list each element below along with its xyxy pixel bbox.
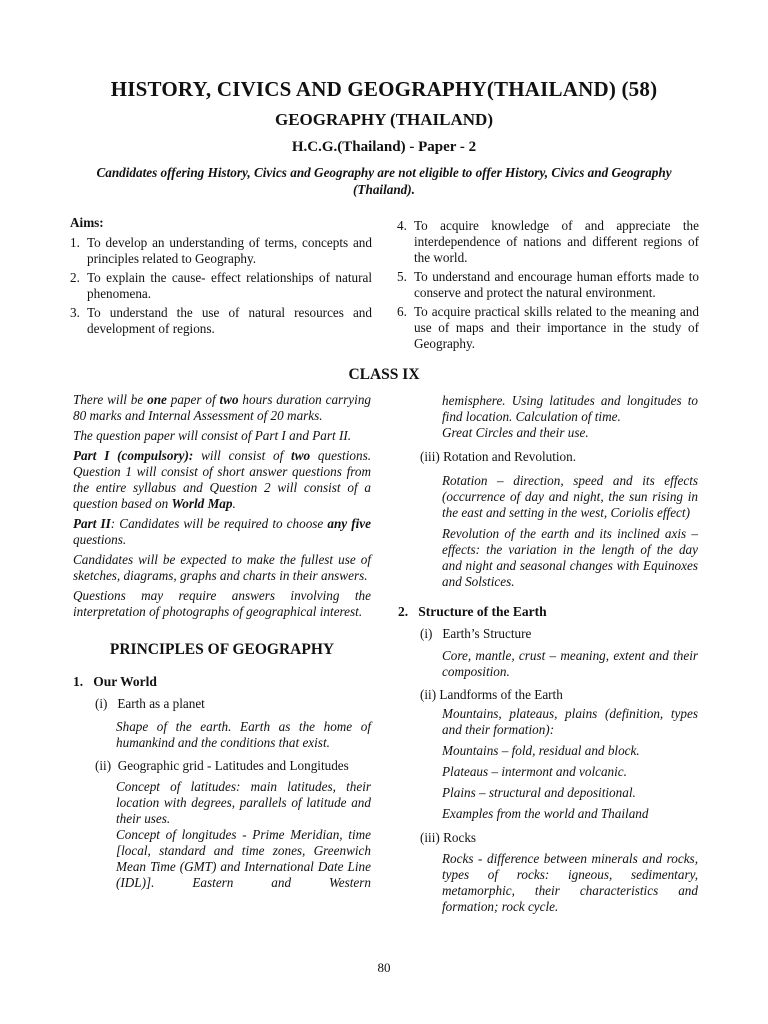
subsection-text: Plains – structural and depositional. — [442, 785, 636, 800]
intro-paragraph: Questions may require answers involving the interpretation of photographs of geographical interest. — [73, 588, 371, 619]
subsection-text: Shape of the earth. Earth as the home of humankind and the conditions that exist. — [116, 719, 371, 750]
subsection-text: Concept of latitudes: main latitudes, their location with degrees, parallels of latitude and their uses. — [116, 779, 371, 826]
intro-paragraph: Part II: Candidates will be required to choose any five questions. — [73, 516, 371, 547]
aim-item: 3. To understand the use of natural resources and development of regions. — [70, 305, 372, 336]
grid-continued — [398, 393, 698, 441]
right-column — [398, 393, 698, 915]
aim-item: 2. To explain the cause- effect relationships of natural phenomena. — [70, 270, 372, 301]
subsection-heading: (i) Earth as a planet — [95, 696, 205, 711]
section-title-structure: 2. Structure of the Earth — [398, 604, 547, 619]
page-subtitle: GEOGRAPHY (THAILAND) — [274, 110, 493, 129]
paper-label: H.C.G.(Thailand) - Paper - 2 — [291, 139, 477, 155]
section-title-our-world: 1. Our World — [73, 674, 157, 689]
subsection-text: Mountains, plateaus, plains (definition, types and their formation): — [442, 706, 698, 737]
principles-heading: PRINCIPLES OF GEOGRAPHY — [109, 641, 335, 658]
eligibility-note: Candidates offering History, Civics and Geography are not eligible to offer History, Civics and Geography (Thailand). — [96, 165, 672, 197]
aim-item: 5. To understand and encourage human efforts made to conserve and protect the natural environment. — [397, 269, 699, 300]
aim-item: 4. To acquire knowledge of and appreciate the interdependence of nations and different regions of the world. — [397, 218, 699, 265]
subsection-text: Examples from the world and Thailand — [442, 806, 649, 821]
subsection-text: Revolution of the earth and its inclined axis – effects: the variation in the length of the day and night and seasonal changes with Equinoxes and Solstices. — [442, 526, 698, 589]
page-number: 80 — [377, 960, 391, 975]
subsection-heading: (ii) Geographic grid - Latitudes and Longitudes — [95, 758, 349, 773]
page-title: HISTORY, CIVICS AND GEOGRAPHY(THAILAND) (58) — [110, 77, 658, 101]
subsection-text: Great Circles and their use. — [442, 425, 589, 440]
subsection-text: Mountains – fold, residual and block. — [442, 743, 640, 758]
intro-paragraph: Candidates will be expected to make the fullest use of sketches, diagrams, graphs and charts in their answers. — [73, 552, 371, 583]
aim-item: 1. To develop an understanding of terms, concepts and principles related to Geography. — [70, 235, 372, 266]
intro-paragraph: Part I (compulsory): will consist of two questions. Question 1 will consist of short answer questions from the entire syllabus and Question 2 will consist of a question based on World Map. — [73, 448, 371, 511]
left-column — [73, 392, 371, 891]
aims-left — [70, 215, 372, 340]
subsection-text: Rotation – direction, speed and its effects (occurrence of day and night, the sun rising in the east and setting in the west, Coriolis effect) — [442, 473, 698, 520]
aims-heading: Aims: — [70, 215, 104, 230]
aims-right — [397, 218, 699, 355]
subsection-heading: (iii) Rocks — [420, 830, 477, 845]
subsection-text: Rocks - difference between minerals and rocks, types of rocks: igneous, sedimentary, metamorphic, their characteristics and formation; rock cycle. — [442, 851, 698, 914]
subsection-text: Concept of longitudes - Prime Meridian, time [local, standard and time zones, Greenwich Mean Time (GMT) and International Date Line (IDL)]. Eastern and Western — [116, 827, 371, 890]
intro-paragraph: The question paper will consist of Part I and Part II. — [73, 428, 352, 443]
subsection-text: Core, mantle, crust – meaning, extent and their composition. — [442, 648, 698, 679]
subsection-text: Plateaus – intermont and volcanic. — [442, 764, 627, 779]
subsection-heading: (i) Earth’s Structure — [420, 626, 532, 641]
class-heading: CLASS IX — [348, 366, 420, 383]
subsection-heading: (iii) Rotation and Revolution. — [420, 449, 577, 464]
aim-item: 6. To acquire practical skills related to the meaning and use of maps and their importance in the study of Geography. — [397, 304, 699, 351]
subsection-text-continued: hemisphere. Using latitudes and longitudes to find location. Calculation of time. — [442, 393, 698, 424]
intro-paragraph: There will be one paper of two hours duration carrying 80 marks and Internal Assessment of 20 marks. — [73, 392, 372, 423]
section-body — [73, 696, 371, 891]
subsection-heading: (ii) Landforms of the Earth — [420, 687, 563, 702]
